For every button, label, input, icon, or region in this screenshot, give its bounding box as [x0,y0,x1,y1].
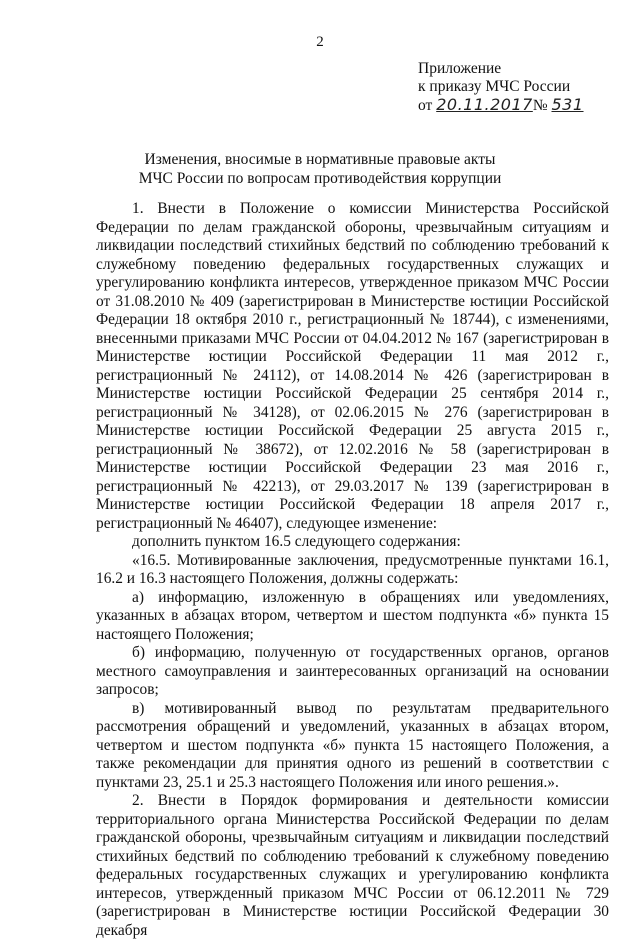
appendix-header [418,60,584,115]
paragraph-2: дополнить пунктом 16.5 следующего содержания: [132,533,461,550]
appendix-line-2: к приказу МЧС России [418,78,571,95]
appendix-number-label: № [532,97,548,114]
appendix-from-label: от [418,97,433,114]
title-line-1: Изменения, вносимые в нормативные правовые акты [144,151,496,168]
paragraph-4: а) информацию, изложенную в обращениях или уведомлениях, указанных в абзацах втором, четвертом и шестом подпункта «б» пункта 15 настоящего Положения; [96,588,609,643]
document-title [0,150,640,188]
appendix-line-3 [418,96,584,115]
appendix-line-1: Приложение [418,60,502,77]
paragraph-3: «16.5. Мотивированные заключения, предусмотренные пунктами 16.1, 16.2 и 16.3 настоящего Положения, должны содержать: [96,551,609,587]
title-line-2: МЧС России по вопросам противодействия коррупции [138,170,502,187]
paragraph-6: в) мотивированный вывод по результатам предварительного рассмотрения обращений и уведомлений, указанных в абзацах втором, четвертом и шестом подпункта «б» пункта 15 настоящего Положения, а также рекомендации для принятия одного из решений в соответствии с пунктами 23, 25.1 и 25.3 настоящего Положения или иного решения.». [96,699,609,791]
page-number: 2 [316,34,324,50]
paragraph-1: 1. Внести в Положение о комиссии Министерства Российской Федерации по делам гражданской обороны, чрезвычайным ситуациям и ликвидации последствий стихийных бедствий по соблюдению требований к служебному поведению федеральных государственных служащих и урегулированию конфликта интересов, утвержденное приказом МЧС России от 31.08.2010 № 409 (зарегистрирован в Министерстве юстиции Российской Федерации 18 октября 2010 г., регистрационный № 18744), с изменениями, внесенными приказами МЧС России от 04.04.2012 № 167 (зарегистрирован в Министерстве юстиции Российской Федерации 11 мая 2012 г., регистрационный № 24112), от 14.08.2014 № 426 (зарегистрирован в Министерстве юстиции Российской Федерации 25 сентября 2014 г., регистрационный № 34128), от 02.06.2015 № 276 (зарегистрирован в Министерстве юстиции Российской Федерации 25 августа 2015 г., регистрационный № 38672), от 12.02.2016 № 58 (зарегистрирован в Министерстве юстиции Российской Федерации 23 мая 2016 г., регистрационный № 42213), от 29.03.2017 № 139 (зарегистрирован в Министерстве юстиции Российской Федерации 18 апреля 2017 г., регистрационный № 46407), следующее изменение: [96,200,609,532]
handwritten-order-number: 531 [551,95,584,114]
paragraph-7: 2. Внести в Порядок формирования и деятельности комиссии территориального органа Министерства Российской Федерации по делам гражданской обороны, чрезвычайным ситуациям и ликвидации последствий стихийных бедствий по соблюдению требований к служебному поведению федеральных государственных служащих и урегулированию конфликта интересов, утвержденный приказом МЧС России от 06.12.2011 № 729 (зарегистрирован в Министерстве юстиции Российской Федерации 30 декабря [96,792,609,939]
handwritten-date: 20.11.2017 [436,95,533,114]
document-body [96,200,609,940]
paragraph-5: б) информацию, полученную от государственных органов, органов местного самоуправления и заинтересованных организаций на основании запросов; [96,644,609,698]
